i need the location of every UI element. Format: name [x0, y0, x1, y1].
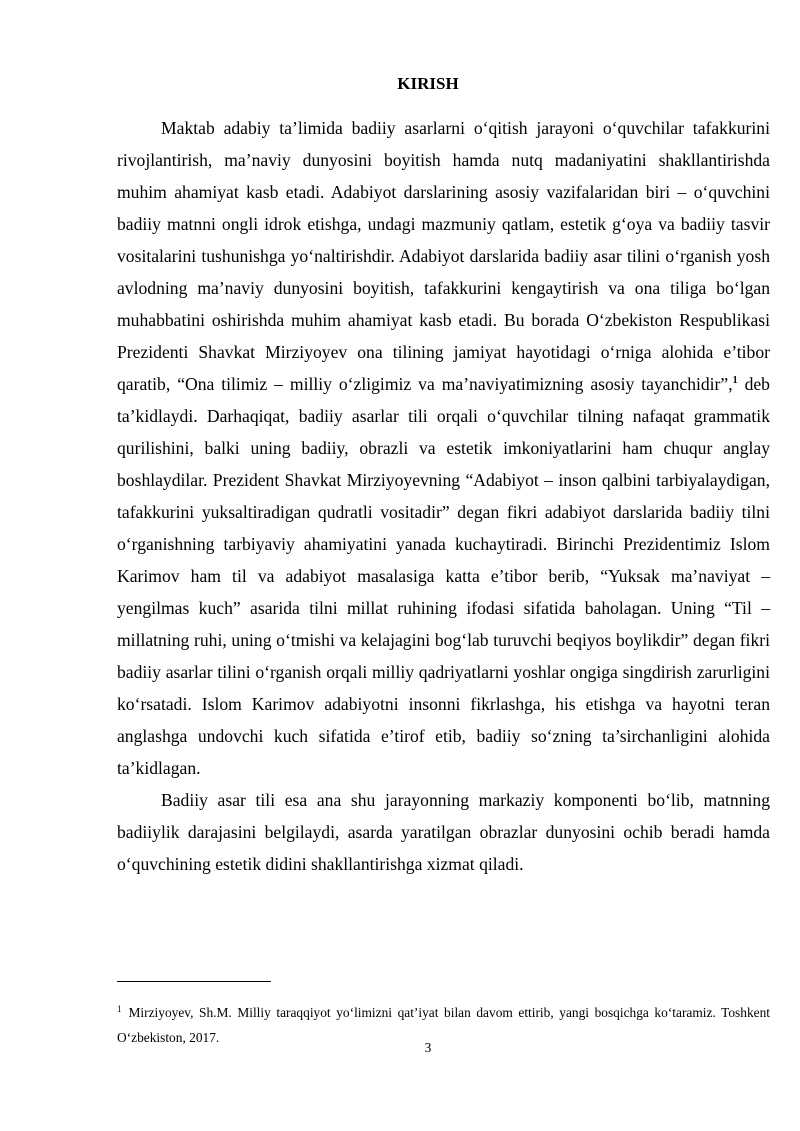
- page-number: 3: [424, 1040, 432, 1055]
- paragraph-1-part-2: deb ta’kidlaydi. Darhaqiqat, badiiy asarlar tili orqali o‘quvchilar tilning nafaqat grammatik qurilishini, balki uning badiiy, obrazli va estetik imkoniyatlarini ham chuqur anglay boshlaydilar. Prezident Shavkat Mirziyoyevning “Adabiyot – inson qalbini tarbiyalaydigan, tafakkurini yuksaltiradigan qudratli vositadir” degan fikri adabiyot darslarida badiiy tilni o‘rganishning tarbiyaviy ahamiyatini yanada kuchaytiradi. Birinchi Prezidentimiz Islom Karimov ham til va adabiyot masalasiga katta e’tibor berib, “Yuksak ma’naviyat – yengilmas kuch” asarida tilni millat ruhining ifodasi sifatida baholagan. Uning “Til – millatning ruhi, uning o‘tmishi va kelajagini bog‘lab turuvchi beqiyos boylikdir” degan fikri badiiy asarlar tilini o‘rganish orqali milliy qadriyatlarni yoshlar ongiga singdirish zarurligini ko‘rsatadi. Islom Karimov adabiyotni insonni fikrlashga, his etishga va hayotni teran anglashga undovchi kuch sifatida e’tirof etib, badiiy so‘zning ta’sirchanligini alohida ta’kidlagan.: [117, 374, 770, 778]
- footnote-divider: [117, 981, 271, 982]
- section-heading: KIRISH: [397, 74, 459, 93]
- footnote-marker: 1: [117, 1003, 122, 1014]
- body-text: [117, 112, 770, 880]
- paragraph-2: Badiiy asar tili esa ana shu jarayonning markaziy komponenti bo‘lib, matnning badiiylik darajasini belgilaydi, asarda yaratilgan obrazlar dunyosini ochib beradi hamda o‘quvchining estetik didini shakllantirishga xizmat qiladi.: [117, 790, 770, 874]
- footnote-reference: 1: [732, 375, 738, 387]
- paragraph-1-part-1: Maktab adabiy ta’limida badiiy asarlarni o‘qitish jarayoni o‘quvchilar tafakkurini rivojlantirish, ma’naviy dunyosini boyitish hamda nutq madaniyatini shakllantirishda muhim ahamiyat kasb etadi. Adabiyot darslarining asosiy vazifalaridan biri – o‘quvchini badiiy matnni ongli idrok etishga, undagi mazmuniy qatlam, estetik g‘oya va badiiy tasvir vositalarini tushunishga yo‘naltirishdir. Adabiyot darslarida badiiy asar tilini o‘rganish yosh avlodning ma’naviy dunyosini boyitish, tafakkurini kengaytirish va ona tiliga bo‘lgan muhabbatini oshirishda muhim ahamiyat kasb etadi. Bu borada O‘zbekiston Respublikasi Prezidenti Shavkat Mirziyoyev ona tilining jamiyat hayotidagi o‘rniga alohida e’tibor qaratib, “Ona tilimiz – milliy o‘zligimiz va ma’naviyatimizning asosiy tayanchidir”,: [117, 118, 770, 394]
- footnote-text: Mirziyoyev, Sh.M. Milliy taraqqiyot yo‘limizni qat’iyat bilan davom ettirib, yangi bosqichga ko‘taramiz. Toshkent O‘zbekiston, 2017.: [117, 1005, 770, 1045]
- paragraph-1: [117, 112, 770, 784]
